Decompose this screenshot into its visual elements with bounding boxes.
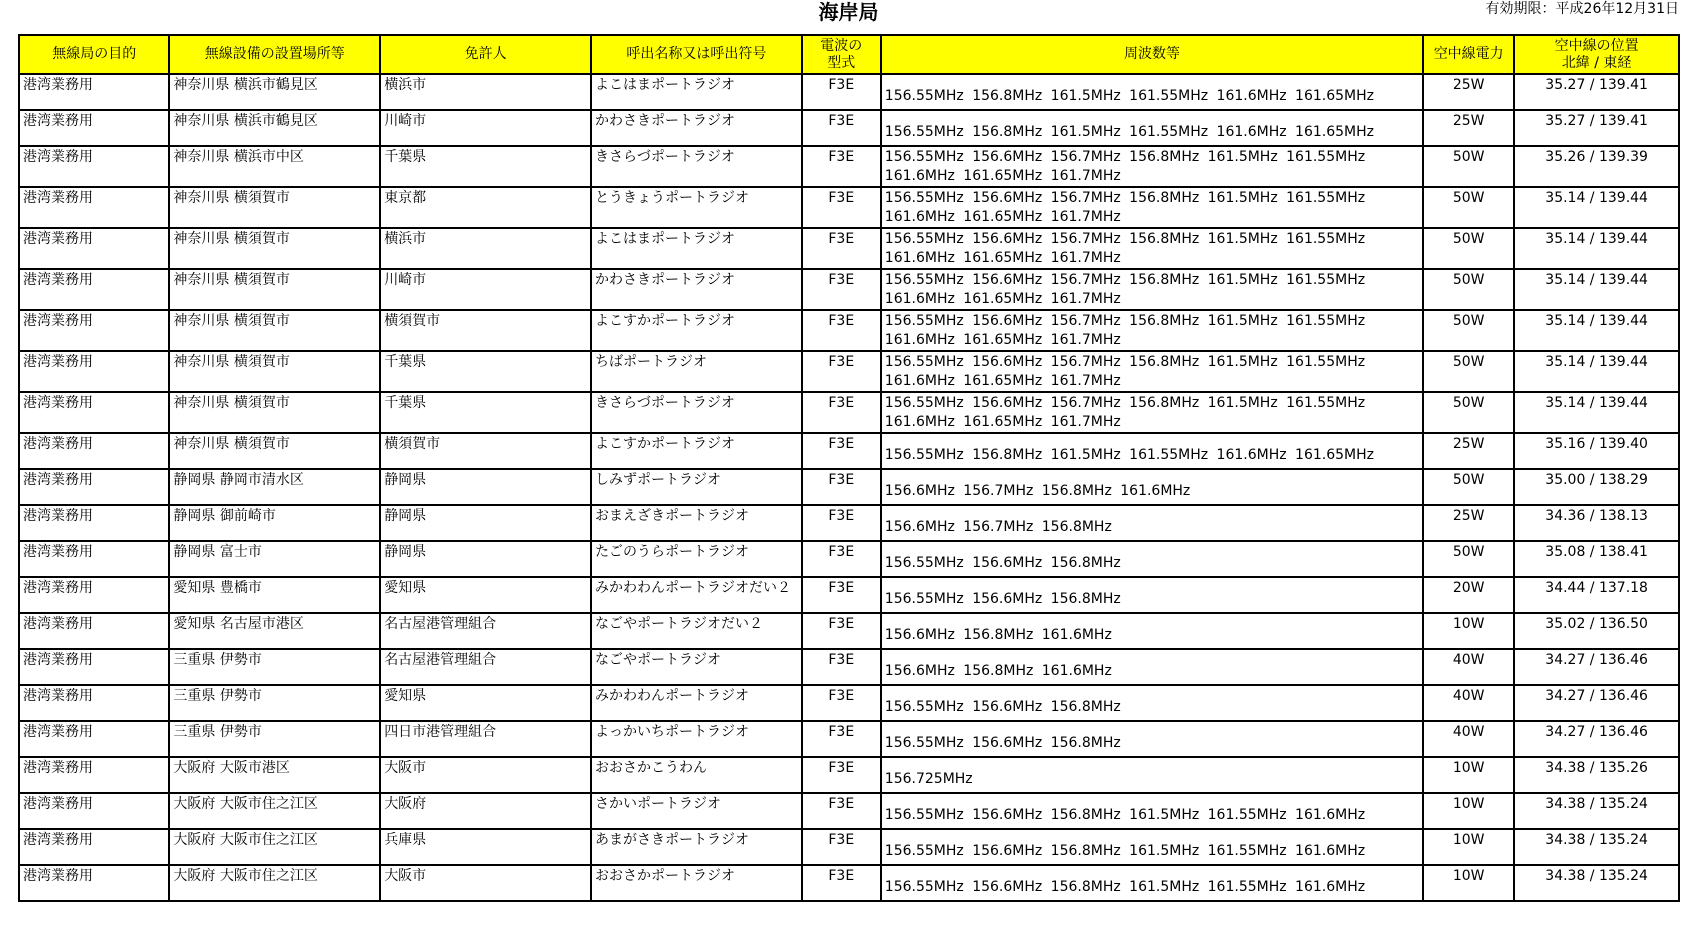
cell-power: 50W — [1423, 392, 1514, 433]
cell-emission-type: F3E — [802, 187, 881, 228]
cell-frequency: 156.55MHz 156.6MHz 156.7MHz 156.8MHz 161.5MHz 161.55MHz 161.6MHz 161.65MHz 161.7MHz — [881, 310, 1423, 351]
cell-licensee: 横須賀市 — [380, 433, 591, 469]
cell-emission-type: F3E — [802, 433, 881, 469]
cell-frequency: 156.55MHz 156.6MHz 156.7MHz 156.8MHz 161.5MHz 161.55MHz 161.6MHz 161.65MHz 161.7MHz — [881, 187, 1423, 228]
cell-position: 34.27 / 136.46 — [1514, 685, 1679, 721]
table-row — [19, 146, 1679, 187]
cell-power: 10W — [1423, 757, 1514, 793]
cell-location: 大阪府 大阪市港区 — [169, 757, 380, 793]
cell-location: 静岡県 御前崎市 — [169, 505, 380, 541]
cell-purpose: 港湾業務用 — [19, 793, 169, 829]
cell-emission-type: F3E — [802, 865, 881, 901]
cell-position: 35.14 / 139.44 — [1514, 351, 1679, 392]
cell-licensee: 静岡県 — [380, 541, 591, 577]
cell-position: 34.38 / 135.26 — [1514, 757, 1679, 793]
cell-purpose: 港湾業務用 — [19, 433, 169, 469]
cell-location: 静岡県 静岡市清水区 — [169, 469, 380, 505]
cell-position: 35.27 / 139.41 — [1514, 74, 1679, 110]
cell-callname: なごやポートラジオ — [591, 649, 802, 685]
cell-emission-type: F3E — [802, 392, 881, 433]
cell-callname: なごやポートラジオだい２ — [591, 613, 802, 649]
table-row — [19, 649, 1679, 685]
cell-purpose: 港湾業務用 — [19, 469, 169, 505]
cell-emission-type: F3E — [802, 74, 881, 110]
cell-callname: よこすかポートラジオ — [591, 433, 802, 469]
cell-location: 大阪府 大阪市住之江区 — [169, 865, 380, 901]
cell-location: 三重県 伊勢市 — [169, 685, 380, 721]
cell-purpose: 港湾業務用 — [19, 649, 169, 685]
cell-emission-type: F3E — [802, 757, 881, 793]
cell-callname: しみずポートラジオ — [591, 469, 802, 505]
cell-purpose: 港湾業務用 — [19, 721, 169, 757]
header-position-line2: 北緯 / 東経 — [1561, 54, 1632, 71]
page-title: 海岸局 — [818, 0, 879, 24]
cell-emission-type: F3E — [802, 721, 881, 757]
cell-frequency: 156.6MHz 156.7MHz 156.8MHz 161.6MHz — [881, 469, 1423, 505]
table-row — [19, 829, 1679, 865]
cell-frequency: 156.55MHz 156.6MHz 156.7MHz 156.8MHz 161.5MHz 161.55MHz 161.6MHz 161.65MHz 161.7MHz — [881, 351, 1423, 392]
cell-location: 神奈川県 横浜市中区 — [169, 146, 380, 187]
cell-power: 25W — [1423, 74, 1514, 110]
cell-power: 40W — [1423, 685, 1514, 721]
cell-location: 三重県 伊勢市 — [169, 721, 380, 757]
cell-licensee: 愛知県 — [380, 685, 591, 721]
cell-position: 35.08 / 138.41 — [1514, 541, 1679, 577]
cell-emission-type: F3E — [802, 505, 881, 541]
cell-purpose: 港湾業務用 — [19, 228, 169, 269]
header-purpose: 無線局の目的 — [19, 35, 169, 74]
cell-power: 25W — [1423, 433, 1514, 469]
cell-location: 愛知県 豊橋市 — [169, 577, 380, 613]
cell-position: 35.26 / 139.39 — [1514, 146, 1679, 187]
cell-purpose: 港湾業務用 — [19, 351, 169, 392]
cell-location: 神奈川県 横須賀市 — [169, 269, 380, 310]
header-power: 空中線電力 — [1423, 35, 1514, 74]
cell-licensee: 静岡県 — [380, 469, 591, 505]
cell-frequency: 156.55MHz 156.6MHz 156.7MHz 156.8MHz 161.5MHz 161.55MHz 161.6MHz 161.65MHz 161.7MHz — [881, 228, 1423, 269]
cell-callname: おまえざきポートラジオ — [591, 505, 802, 541]
table-row — [19, 110, 1679, 146]
table-row — [19, 187, 1679, 228]
table-row — [19, 865, 1679, 901]
table-row — [19, 351, 1679, 392]
cell-frequency: 156.55MHz 156.8MHz 161.5MHz 161.55MHz 161.6MHz 161.65MHz — [881, 433, 1423, 469]
cell-licensee: 大阪府 — [380, 793, 591, 829]
cell-power: 50W — [1423, 310, 1514, 351]
cell-emission-type: F3E — [802, 649, 881, 685]
cell-power: 10W — [1423, 829, 1514, 865]
cell-power: 50W — [1423, 228, 1514, 269]
table-row — [19, 469, 1679, 505]
cell-location: 神奈川県 横浜市鶴見区 — [169, 74, 380, 110]
header-position — [1514, 35, 1679, 74]
cell-frequency: 156.55MHz 156.6MHz 156.7MHz 156.8MHz 161.5MHz 161.55MHz 161.6MHz 161.65MHz 161.7MHz — [881, 146, 1423, 187]
cell-callname: たごのうらポートラジオ — [591, 541, 802, 577]
cell-callname: みかわわんポートラジオ — [591, 685, 802, 721]
table-row — [19, 74, 1679, 110]
cell-licensee: 東京都 — [380, 187, 591, 228]
cell-callname: おおさかポートラジオ — [591, 865, 802, 901]
cell-position: 34.27 / 136.46 — [1514, 649, 1679, 685]
cell-emission-type: F3E — [802, 310, 881, 351]
validity-date: 有効期限：平成26年12月31日 — [1485, 1, 1679, 17]
table-row — [19, 392, 1679, 433]
cell-purpose: 港湾業務用 — [19, 865, 169, 901]
cell-licensee: 名古屋港管理組合 — [380, 649, 591, 685]
cell-frequency: 156.55MHz 156.6MHz 156.7MHz 156.8MHz 161.5MHz 161.55MHz 161.6MHz 161.65MHz 161.7MHz — [881, 392, 1423, 433]
cell-callname: とうきょうポートラジオ — [591, 187, 802, 228]
cell-position: 34.38 / 135.24 — [1514, 793, 1679, 829]
cell-power: 20W — [1423, 577, 1514, 613]
cell-licensee: 川崎市 — [380, 269, 591, 310]
coast-station-table — [18, 34, 1680, 902]
table-row — [19, 793, 1679, 829]
cell-frequency: 156.55MHz 156.6MHz 156.8MHz — [881, 685, 1423, 721]
cell-position: 35.00 / 138.29 — [1514, 469, 1679, 505]
table-row — [19, 613, 1679, 649]
table-row — [19, 269, 1679, 310]
cell-frequency: 156.6MHz 156.8MHz 161.6MHz — [881, 613, 1423, 649]
cell-position: 35.27 / 139.41 — [1514, 110, 1679, 146]
cell-callname: かわさきポートラジオ — [591, 269, 802, 310]
cell-power: 50W — [1423, 187, 1514, 228]
cell-power: 10W — [1423, 793, 1514, 829]
header-callname: 呼出名称又は呼出符号 — [591, 35, 802, 74]
cell-power: 40W — [1423, 721, 1514, 757]
cell-location: 大阪府 大阪市住之江区 — [169, 793, 380, 829]
cell-location: 神奈川県 横須賀市 — [169, 351, 380, 392]
cell-power: 25W — [1423, 505, 1514, 541]
cell-position: 34.27 / 136.46 — [1514, 721, 1679, 757]
cell-callname: よっかいちポートラジオ — [591, 721, 802, 757]
cell-purpose: 港湾業務用 — [19, 74, 169, 110]
cell-frequency: 156.6MHz 156.7MHz 156.8MHz — [881, 505, 1423, 541]
cell-callname: みかわわんポートラジオだい２ — [591, 577, 802, 613]
cell-power: 10W — [1423, 613, 1514, 649]
cell-purpose: 港湾業務用 — [19, 110, 169, 146]
cell-purpose: 港湾業務用 — [19, 577, 169, 613]
cell-callname: さかいポートラジオ — [591, 793, 802, 829]
cell-position: 35.14 / 139.44 — [1514, 269, 1679, 310]
cell-position: 34.38 / 135.24 — [1514, 829, 1679, 865]
cell-licensee: 大阪市 — [380, 865, 591, 901]
table-row — [19, 721, 1679, 757]
cell-position: 35.14 / 139.44 — [1514, 392, 1679, 433]
cell-callname: よこはまポートラジオ — [591, 228, 802, 269]
cell-emission-type: F3E — [802, 110, 881, 146]
cell-emission-type: F3E — [802, 793, 881, 829]
cell-power: 50W — [1423, 541, 1514, 577]
cell-power: 50W — [1423, 269, 1514, 310]
table-row — [19, 577, 1679, 613]
cell-licensee: 川崎市 — [380, 110, 591, 146]
cell-position: 34.36 / 138.13 — [1514, 505, 1679, 541]
cell-power: 25W — [1423, 110, 1514, 146]
header-emission-type-line2: 型式 — [827, 54, 856, 71]
cell-licensee: 横浜市 — [380, 74, 591, 110]
cell-frequency: 156.55MHz 156.6MHz 156.8MHz 161.5MHz 161.55MHz 161.6MHz — [881, 829, 1423, 865]
table-row — [19, 541, 1679, 577]
cell-emission-type: F3E — [802, 228, 881, 269]
cell-callname: よこすかポートラジオ — [591, 310, 802, 351]
table-row — [19, 228, 1679, 269]
cell-callname: よこはまポートラジオ — [591, 74, 802, 110]
cell-licensee: 静岡県 — [380, 505, 591, 541]
cell-purpose: 港湾業務用 — [19, 685, 169, 721]
cell-purpose: 港湾業務用 — [19, 541, 169, 577]
cell-power: 50W — [1423, 146, 1514, 187]
cell-callname: ちばポートラジオ — [591, 351, 802, 392]
cell-location: 愛知県 名古屋市港区 — [169, 613, 380, 649]
table-row — [19, 685, 1679, 721]
cell-emission-type: F3E — [802, 269, 881, 310]
cell-purpose: 港湾業務用 — [19, 187, 169, 228]
cell-position: 35.14 / 139.44 — [1514, 310, 1679, 351]
cell-licensee: 千葉県 — [380, 351, 591, 392]
cell-licensee: 千葉県 — [380, 392, 591, 433]
table-row — [19, 433, 1679, 469]
cell-location: 神奈川県 横須賀市 — [169, 228, 380, 269]
cell-frequency: 156.55MHz 156.6MHz 156.7MHz 156.8MHz 161.5MHz 161.55MHz 161.6MHz 161.65MHz 161.7MHz — [881, 269, 1423, 310]
cell-purpose: 港湾業務用 — [19, 392, 169, 433]
cell-frequency: 156.55MHz 156.6MHz 156.8MHz — [881, 577, 1423, 613]
cell-frequency: 156.55MHz 156.6MHz 156.8MHz 161.5MHz 161.55MHz 161.6MHz — [881, 793, 1423, 829]
cell-frequency: 156.55MHz 156.8MHz 161.5MHz 161.55MHz 161.6MHz 161.65MHz — [881, 110, 1423, 146]
header-location: 無線設備の設置場所等 — [169, 35, 380, 74]
cell-location: 神奈川県 横須賀市 — [169, 187, 380, 228]
cell-power: 40W — [1423, 649, 1514, 685]
cell-licensee: 兵庫県 — [380, 829, 591, 865]
header-position-line1: 空中線の位置 — [1554, 37, 1639, 54]
cell-frequency: 156.55MHz 156.6MHz 156.8MHz — [881, 541, 1423, 577]
header-frequency: 周波数等 — [881, 35, 1423, 74]
cell-licensee: 四日市港管理組合 — [380, 721, 591, 757]
cell-frequency: 156.55MHz 156.8MHz 161.5MHz 161.55MHz 161.6MHz 161.65MHz — [881, 74, 1423, 110]
cell-purpose: 港湾業務用 — [19, 505, 169, 541]
cell-licensee: 千葉県 — [380, 146, 591, 187]
cell-licensee: 名古屋港管理組合 — [380, 613, 591, 649]
cell-emission-type: F3E — [802, 541, 881, 577]
cell-frequency: 156.725MHz — [881, 757, 1423, 793]
cell-frequency: 156.55MHz 156.6MHz 156.8MHz 161.5MHz 161.55MHz 161.6MHz — [881, 865, 1423, 901]
cell-purpose: 港湾業務用 — [19, 757, 169, 793]
cell-callname: きさらづポートラジオ — [591, 392, 802, 433]
cell-location: 大阪府 大阪市住之江区 — [169, 829, 380, 865]
cell-location: 神奈川県 横須賀市 — [169, 310, 380, 351]
cell-location: 静岡県 富士市 — [169, 541, 380, 577]
cell-purpose: 港湾業務用 — [19, 829, 169, 865]
cell-location: 三重県 伊勢市 — [169, 649, 380, 685]
cell-licensee: 大阪市 — [380, 757, 591, 793]
cell-licensee: 愛知県 — [380, 577, 591, 613]
header-row — [19, 35, 1679, 74]
cell-position: 35.14 / 139.44 — [1514, 228, 1679, 269]
cell-position: 35.02 / 136.50 — [1514, 613, 1679, 649]
cell-power: 50W — [1423, 351, 1514, 392]
cell-emission-type: F3E — [802, 146, 881, 187]
cell-emission-type: F3E — [802, 351, 881, 392]
cell-position: 35.16 / 139.40 — [1514, 433, 1679, 469]
header-emission-type — [802, 35, 881, 74]
cell-callname: きさらづポートラジオ — [591, 146, 802, 187]
cell-location: 神奈川県 横須賀市 — [169, 433, 380, 469]
cell-location: 神奈川県 横浜市鶴見区 — [169, 110, 380, 146]
header-emission-type-line1: 電波の — [820, 37, 863, 54]
cell-power: 10W — [1423, 865, 1514, 901]
cell-emission-type: F3E — [802, 829, 881, 865]
cell-position: 34.38 / 135.24 — [1514, 865, 1679, 901]
cell-licensee: 横須賀市 — [380, 310, 591, 351]
cell-purpose: 港湾業務用 — [19, 146, 169, 187]
cell-callname: おおさかこうわん — [591, 757, 802, 793]
cell-emission-type: F3E — [802, 577, 881, 613]
cell-emission-type: F3E — [802, 469, 881, 505]
cell-purpose: 港湾業務用 — [19, 613, 169, 649]
cell-position: 35.14 / 139.44 — [1514, 187, 1679, 228]
cell-power: 50W — [1423, 469, 1514, 505]
cell-callname: かわさきポートラジオ — [591, 110, 802, 146]
table-row — [19, 505, 1679, 541]
cell-purpose: 港湾業務用 — [19, 269, 169, 310]
cell-purpose: 港湾業務用 — [19, 310, 169, 351]
table-row — [19, 757, 1679, 793]
cell-licensee: 横浜市 — [380, 228, 591, 269]
cell-emission-type: F3E — [802, 685, 881, 721]
cell-location: 神奈川県 横須賀市 — [169, 392, 380, 433]
header-licensee: 免許人 — [380, 35, 591, 74]
cell-frequency: 156.55MHz 156.6MHz 156.8MHz — [881, 721, 1423, 757]
cell-callname: あまがさきポートラジオ — [591, 829, 802, 865]
cell-position: 34.44 / 137.18 — [1514, 577, 1679, 613]
table-row — [19, 310, 1679, 351]
cell-frequency: 156.6MHz 156.8MHz 161.6MHz — [881, 649, 1423, 685]
cell-emission-type: F3E — [802, 613, 881, 649]
